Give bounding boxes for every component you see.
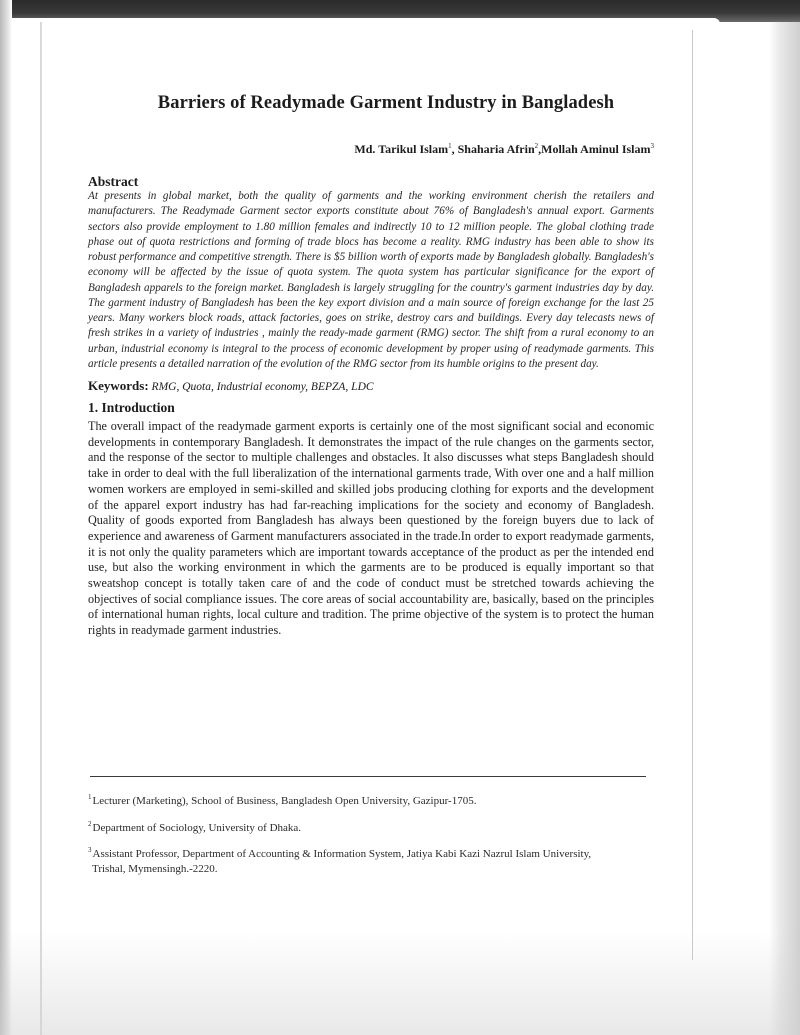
footnote-text-continued: Trishal, Mymensingh.-2220.	[92, 862, 218, 875]
footnote-text: Department of Sociology, University of Dhaka.	[92, 821, 302, 834]
author-name: Mollah Aminul Islam	[541, 142, 651, 156]
author-line: Md. Tarikul Islam$^1$, Shaharia Afrin$^2$,Mollah Aminul Islam$^3$	[354, 142, 654, 156]
footnotes	[88, 790, 654, 884]
paper-page	[88, 92, 654, 639]
footnote-mark: 2	[88, 819, 92, 828]
author-footnote-mark: 3	[650, 142, 654, 150]
footnote-separator	[90, 776, 646, 777]
author-name: Md. Tarikul Islam	[354, 142, 449, 156]
scan-bottom-shadow	[0, 930, 800, 1035]
abstract-heading: Abstract	[88, 174, 139, 189]
footnote	[88, 817, 654, 836]
introduction-text: The overall impact of the readymade garment exports is certainly one of the most significant social and economic developments in contemporary Bangladesh. It demonstrates the impact of the rule changes on the garments sector, and the response of the sector to multiple challenges and obstacles. It also discusses what steps Bangladesh should take in order to deal with the full liberalization of the international garments trade, With over one and a half million women workers are employed in semi-skilled and skilled jobs producing clothing for exports and the development of the apparel export industry has had far-reaching implications for the society and economy of Bangladesh. Quality of goods exported from Bangladesh has always been questioned by the foreign buyers due to lack of experience and awareness of Garment manufacturers associated in the trade.In order to export readymade garments, it is not only the quality parameters which are important towards acceptance of the product as per the intended end use, but also the working environment in which the garments are to be produced is equally important so that sweatshop concept is totally taken care of and the code of conduct must be stretched towards achieving the objectives of social compliance issues. The core areas of social accountability are, basically, based on the principles of international human rights, local culture and tradition. The prime objective of the system is to protect the human rights in readymade garment industries.	[88, 419, 654, 638]
footnote	[88, 790, 654, 809]
scan-binding-line	[40, 22, 42, 1035]
scan-paper-top-edge	[0, 18, 720, 26]
paper-title: Barriers of Readymade Garment Industry in Bangladesh	[157, 93, 615, 113]
author-footnote-mark: 1	[448, 142, 452, 150]
keywords-list: RMG, Quota, Industrial economy, BEPZA, LDC	[151, 381, 374, 393]
scan-right-shadow	[690, 22, 800, 1035]
keywords-label: Keywords:	[88, 378, 149, 393]
footnote-text: Lecturer (Marketing), School of Business, Bangladesh Open University, Gazipur-1705.	[92, 795, 477, 807]
scan-page-edge-line	[692, 30, 693, 960]
keywords-line	[88, 378, 654, 395]
footnote	[88, 843, 654, 876]
introduction-heading: 1. Introduction	[88, 400, 175, 415]
footnote-mark: 3	[88, 846, 92, 854]
abstract-text: At presents in global market, both the quality of garments and the working environment cherish the retailers and manufacturers. The Readymade Garment sector exports constitute about 76% of Bangladesh's annual export. Garments sectors also provide employment to 1.80 million females and indirectly 10 to 12 million people. The global clothing trade phase out of quota restrictions and forming of trade blocs has become a reality. RMG industry has been able to show its robust performance and competitive strength. There is $5 billion worth of exports made by Bangladesh globally. Bangladesh's economy will be affected by the issue of quota system. The quota system has particular significance for the export of Bangladesh apparels to the foreign market. Bangladesh is largely struggling for the country's garment industries day by day. The garment industry of Bangladesh has been the key export division and a main source of foreign exchange for the last 25 years. Many workers block roads, attack factories, goes on strike, destroy cars and buildings. Every day telecasts news of fresh strikes in a variety of industries , mainly the ready-made garment (RMG) sector. The shift from a rural economy to an urban, industrial economy is integral to the process of economic development by proper using of readymade garments. This article presents a detailed narration of the evolution of the RMG sector from its humble origins to the present day.	[88, 190, 654, 370]
author-name: Shaharia Afrin	[457, 142, 535, 156]
author-footnote-mark: 2	[534, 142, 539, 150]
scan-left-shadow	[0, 0, 12, 1035]
footnote-text: Assistant Professor, Department of Accounting & Information System, Jatiya Kabi Kazi Nazrul Islam University,	[92, 848, 592, 860]
footnote-mark: 1	[88, 793, 92, 801]
